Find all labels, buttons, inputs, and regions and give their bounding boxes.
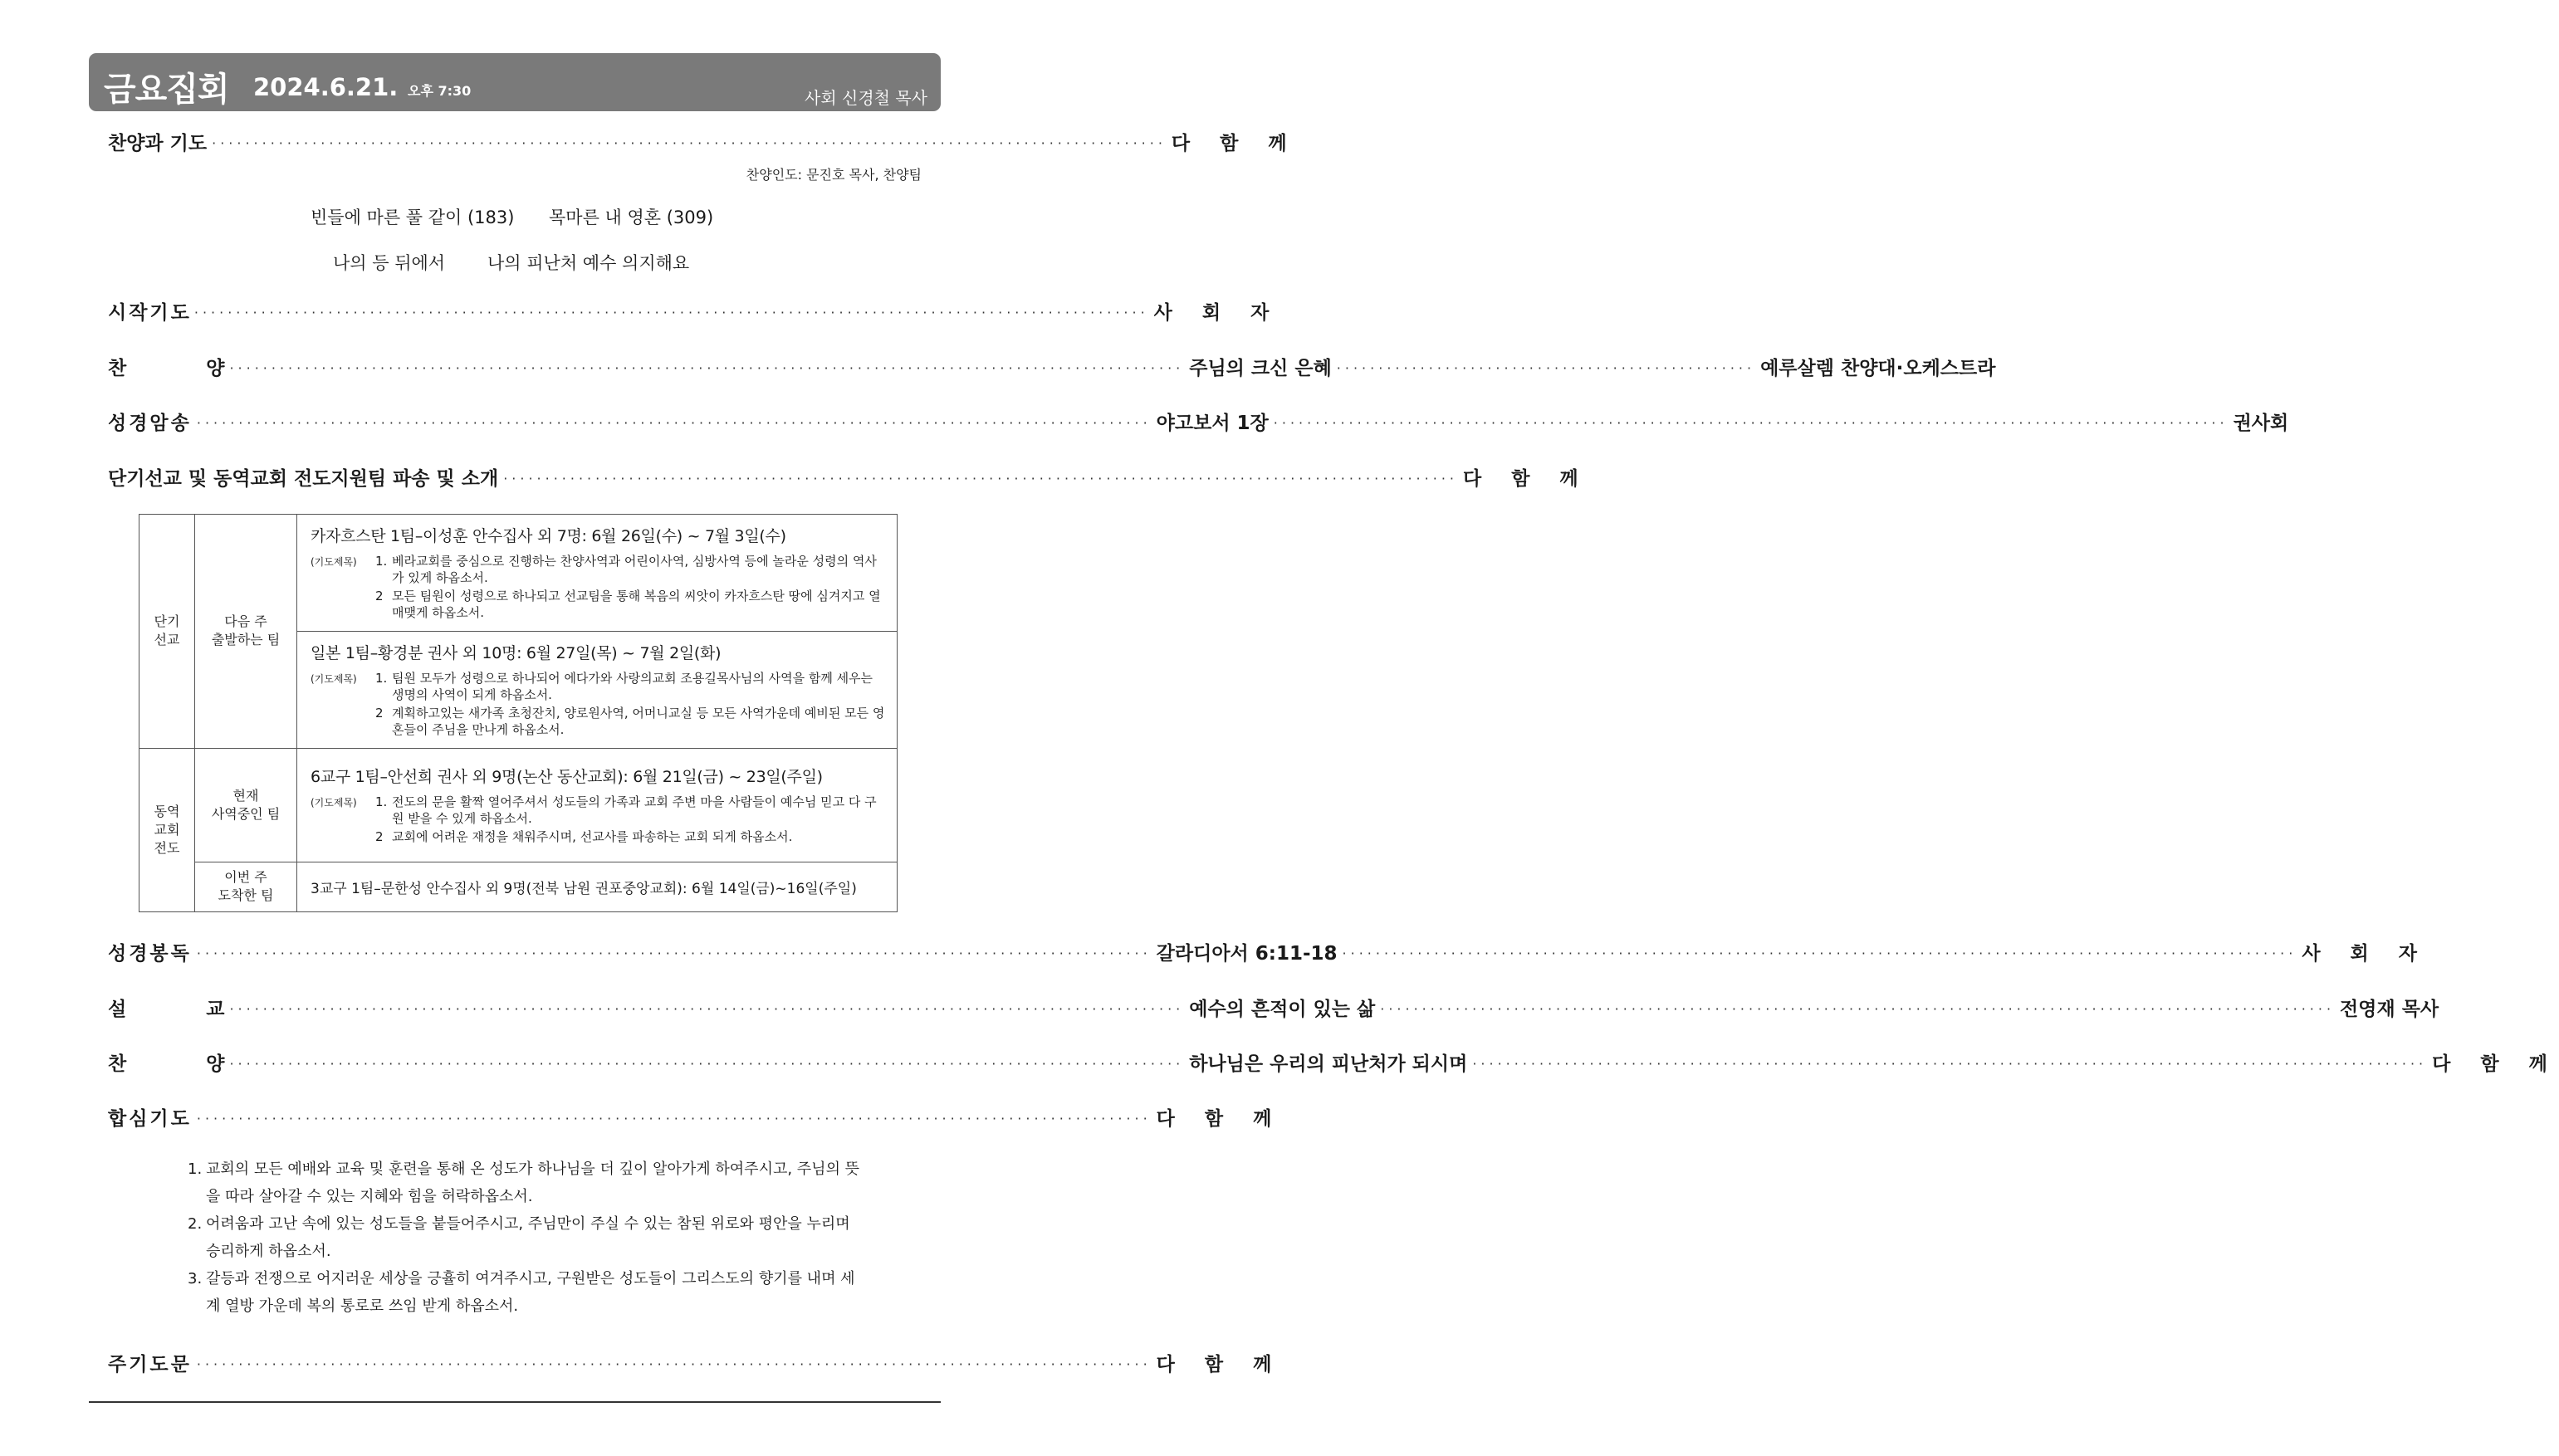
order-hymn-1 <box>108 351 1996 381</box>
order-label: 주기도문 <box>108 1353 192 1375</box>
order-label: 성경암송 <box>108 412 192 434</box>
order-label: 설 교 <box>108 998 262 1020</box>
order-right: 전영재 목사 <box>2340 998 2439 1020</box>
prayer-text: 교회에 어려운 재정을 채워주시며, 선교사를 파송하는 교회 되게 하옵소서. <box>392 829 793 845</box>
order-middle: 하나님은 우리의 피난처가 되시며 <box>1189 1053 1468 1075</box>
cell-partner-church-evangelism: 동역 교회 전도 <box>139 748 195 911</box>
prayer-item: 2 교회에 어려운 재정을 채워주시며, 선교사를 파송하는 교회 되게 하옵소서. <box>311 828 885 845</box>
order-right: 다 함 께 <box>1171 132 1299 154</box>
leader-dots: ·················································· <box>1336 359 1756 376</box>
cell-japan-team <box>297 631 898 748</box>
order-right: 다 함 께 <box>2432 1053 2559 1075</box>
order-right: 사 회 자 <box>2302 942 2429 965</box>
leader-dots: ·················································································································· <box>1342 945 2297 961</box>
order-label: 찬 양 <box>108 1053 262 1075</box>
song-4: 나의 피난처 예수 의지해요 <box>487 253 690 273</box>
leader-dots: ·················································································································· <box>196 1356 1152 1372</box>
order-right: 권사회 <box>2233 412 2289 434</box>
order-hymn-2 <box>108 1047 2559 1077</box>
mission-table <box>139 514 898 912</box>
cell-district6-team <box>297 748 898 862</box>
order-mission <box>108 462 1590 491</box>
header-banner <box>89 53 941 111</box>
prayer-item: 2 모든 팀원이 성령으로 하나되고 선교팀을 통해 복음의 씨앗이 카자흐스탄 땅에 심겨지고 열매맺게 하옵소서. <box>311 588 885 621</box>
bottom-divider <box>89 1401 941 1403</box>
song-3: 나의 등 뒤에서 <box>333 253 446 273</box>
prayer-list <box>188 1156 868 1320</box>
order-bible-reading <box>108 936 2429 966</box>
cell-kazakhstan-team <box>297 515 898 632</box>
order-right: 다 함 께 <box>1156 1107 1284 1130</box>
order-unison-prayer <box>108 1102 1284 1131</box>
prayer-tag: (기도제목) <box>311 556 357 569</box>
team-title: 6교구 1팀–안선희 권사 외 9명(논산 동산교회): 6월 21일(금) ~ 23일(주일) <box>311 768 823 787</box>
order-label: 성경봉독 <box>108 942 192 965</box>
leader-dots: ·················································································································· <box>196 945 1152 961</box>
prayer-tag: (기도제목) <box>311 673 357 686</box>
leader-dots: ·················································································································· <box>503 470 1458 486</box>
order-label: 찬양과 기도 <box>108 132 208 154</box>
service-host: 사회 신경철 목사 <box>805 88 927 108</box>
song-2: 목마른 내 영혼 (309) <box>549 208 714 227</box>
praise-leader-note: 찬양인도: 문진호 목사, 찬양팀 <box>746 167 922 183</box>
cell-short-term-mission: 단기 선교 <box>139 515 195 749</box>
order-recitation <box>108 406 2289 436</box>
prayer-tag: (기도제목) <box>311 797 357 809</box>
order-right: 다 함 께 <box>1462 467 1590 490</box>
leader-dots: ·················································································································· <box>1273 414 2229 431</box>
cell-next-week-team: 다음 주 출발하는 팀 <box>195 515 297 749</box>
order-right: 사 회 자 <box>1153 301 1281 324</box>
leader-dots: ·················································································································· <box>229 359 1185 376</box>
prayer-text: 베라교회를 중심으로 진행하는 찬양사역과 어린이사역, 심방사역 등에 놀라운 성령의 역사가 있게 하옵소서. <box>392 554 877 586</box>
order-middle: 주님의 크신 은혜 <box>1189 357 1332 379</box>
prayer-list-item: 1. 교회의 모든 예배와 교육 및 훈련을 통해 온 성도가 하나님을 더 깊이 알아가게 하여주시고, 주님의 뜻을 따라 살아갈 수 있는 지혜와 힘을 허락하옵소서. <box>188 1160 860 1205</box>
prayer-item: 2 계획하고있는 새가족 초청잔치, 양로원사역, 어머니교실 등 모든 사역가운데 예비된 모든 영혼들이 주님을 만나게 하옵소서. <box>375 706 885 738</box>
team-title: 카자흐스탄 1팀–이성훈 안수집사 외 7명: 6월 26일(수) ~ 7월 3일(수) <box>311 527 786 546</box>
prayer-text: 모든 팀원이 성령으로 하나되고 선교팀을 통해 복음의 씨앗이 카자흐스탄 땅에 심겨지고 열매맺게 하옵소서. <box>392 589 881 621</box>
leader-dots: ·················································································································· <box>229 1000 1185 1017</box>
prayer-text: 계획하고있는 새가족 초청잔치, 양로원사역, 어머니교실 등 모든 사역가운데 예비된 모든 영혼들이 주님을 만나게 하옵소서. <box>392 706 885 738</box>
order-opening-prayer <box>108 296 1281 325</box>
order-sermon <box>108 992 2439 1022</box>
order-label: 시작기도 <box>108 301 192 324</box>
leader-dots: ·················································································································· <box>229 1055 1185 1072</box>
leader-dots: ·················································································································· <box>1380 1000 2336 1017</box>
prayer-item: (기도제목) 1. 전도의 문을 활짝 열어주셔서 성도들의 가족과 교회 주변 마을 사람들이 예수님 믿고 다 구원 받을 수 있게 하옵소서. <box>311 794 885 827</box>
order-middle: 예수의 흔적이 있는 삶 <box>1189 998 1376 1020</box>
song-1: 빈들에 마른 풀 같이 (183) <box>311 208 515 227</box>
prayer-text: 팀원 모두가 성령으로 하나되어 에다가와 사랑의교회 조용길목사님의 사역을 함께 세우는 생명의 사역이 되게 하옵소서. <box>392 671 873 703</box>
leader-dots: ·················································································································· <box>1472 1055 2428 1072</box>
leader-dots: ·················································································································· <box>193 304 1149 320</box>
prayer-text: 전도의 문을 활짝 열어주셔서 성도들의 가족과 교회 주변 마을 사람들이 예수님 믿고 다 구원 받을 수 있게 하옵소서. <box>392 794 877 827</box>
cell-district3-team: 3교구 1팀–문한성 안수집사 외 9명(전북 남원 권포중앙교회): 6월 14일(금)~16일(주일) <box>297 862 898 911</box>
prayer-item: (기도제목) 1. 팀원 모두가 성령으로 하나되어 에다가와 사랑의교회 조용길목사님의 사역을 함께 세우는 생명의 사역이 되게 하옵소서. <box>311 670 885 703</box>
leader-dots: ·················································································································· <box>212 134 1167 151</box>
leader-dots: ·················································································································· <box>196 1110 1152 1126</box>
order-lords-prayer <box>108 1347 1284 1377</box>
service-title: 금요집회 <box>104 71 229 109</box>
service-date: 2024.6.21. <box>253 73 399 101</box>
prayer-list-item: 2. 어려움과 고난 속에 있는 성도들을 붙들어주시고, 주님만이 주실 수 있는 참된 위로와 평안을 누리며 승리하게 하옵소서. <box>188 1215 850 1260</box>
order-label: 찬 양 <box>108 357 262 379</box>
service-time: 오후 7:30 <box>408 83 472 99</box>
order-middle: 야고보서 1장 <box>1156 412 1269 434</box>
order-middle: 갈라디아서 6:11-18 <box>1156 942 1338 965</box>
prayer-list-item: 3. 갈등과 전쟁으로 어지러운 세상을 긍휼히 여겨주시고, 구원받은 성도들이 그리스도의 향기를 내며 세계 열방 가운데 복의 통로로 쓰임 받게 하옵소서. <box>188 1270 855 1315</box>
order-label: 단기선교 및 동역교회 전도지원팀 파송 및 소개 <box>108 467 499 490</box>
order-right: 예루살렘 찬양대·오케스트라 <box>1760 357 1996 379</box>
cell-current-team: 현재 사역중인 팀 <box>195 748 297 862</box>
team-title: 일본 1팀–황경분 권사 외 10명: 6월 27일(목) ~ 7월 2일(화) <box>311 644 722 663</box>
order-right: 다 함 께 <box>1156 1353 1284 1375</box>
prayer-item: (기도제목) 1. 베라교회를 중심으로 진행하는 찬양사역과 어린이사역, 심방사역 등에 놀라운 성령의 역사가 있게 하옵소서. <box>311 553 885 586</box>
leader-dots: ·················································································································· <box>196 414 1152 431</box>
order-praise-prayer <box>108 126 1299 156</box>
cell-arrived-team: 이번 주 도착한 팀 <box>195 862 297 911</box>
order-label: 합심기도 <box>108 1107 192 1130</box>
